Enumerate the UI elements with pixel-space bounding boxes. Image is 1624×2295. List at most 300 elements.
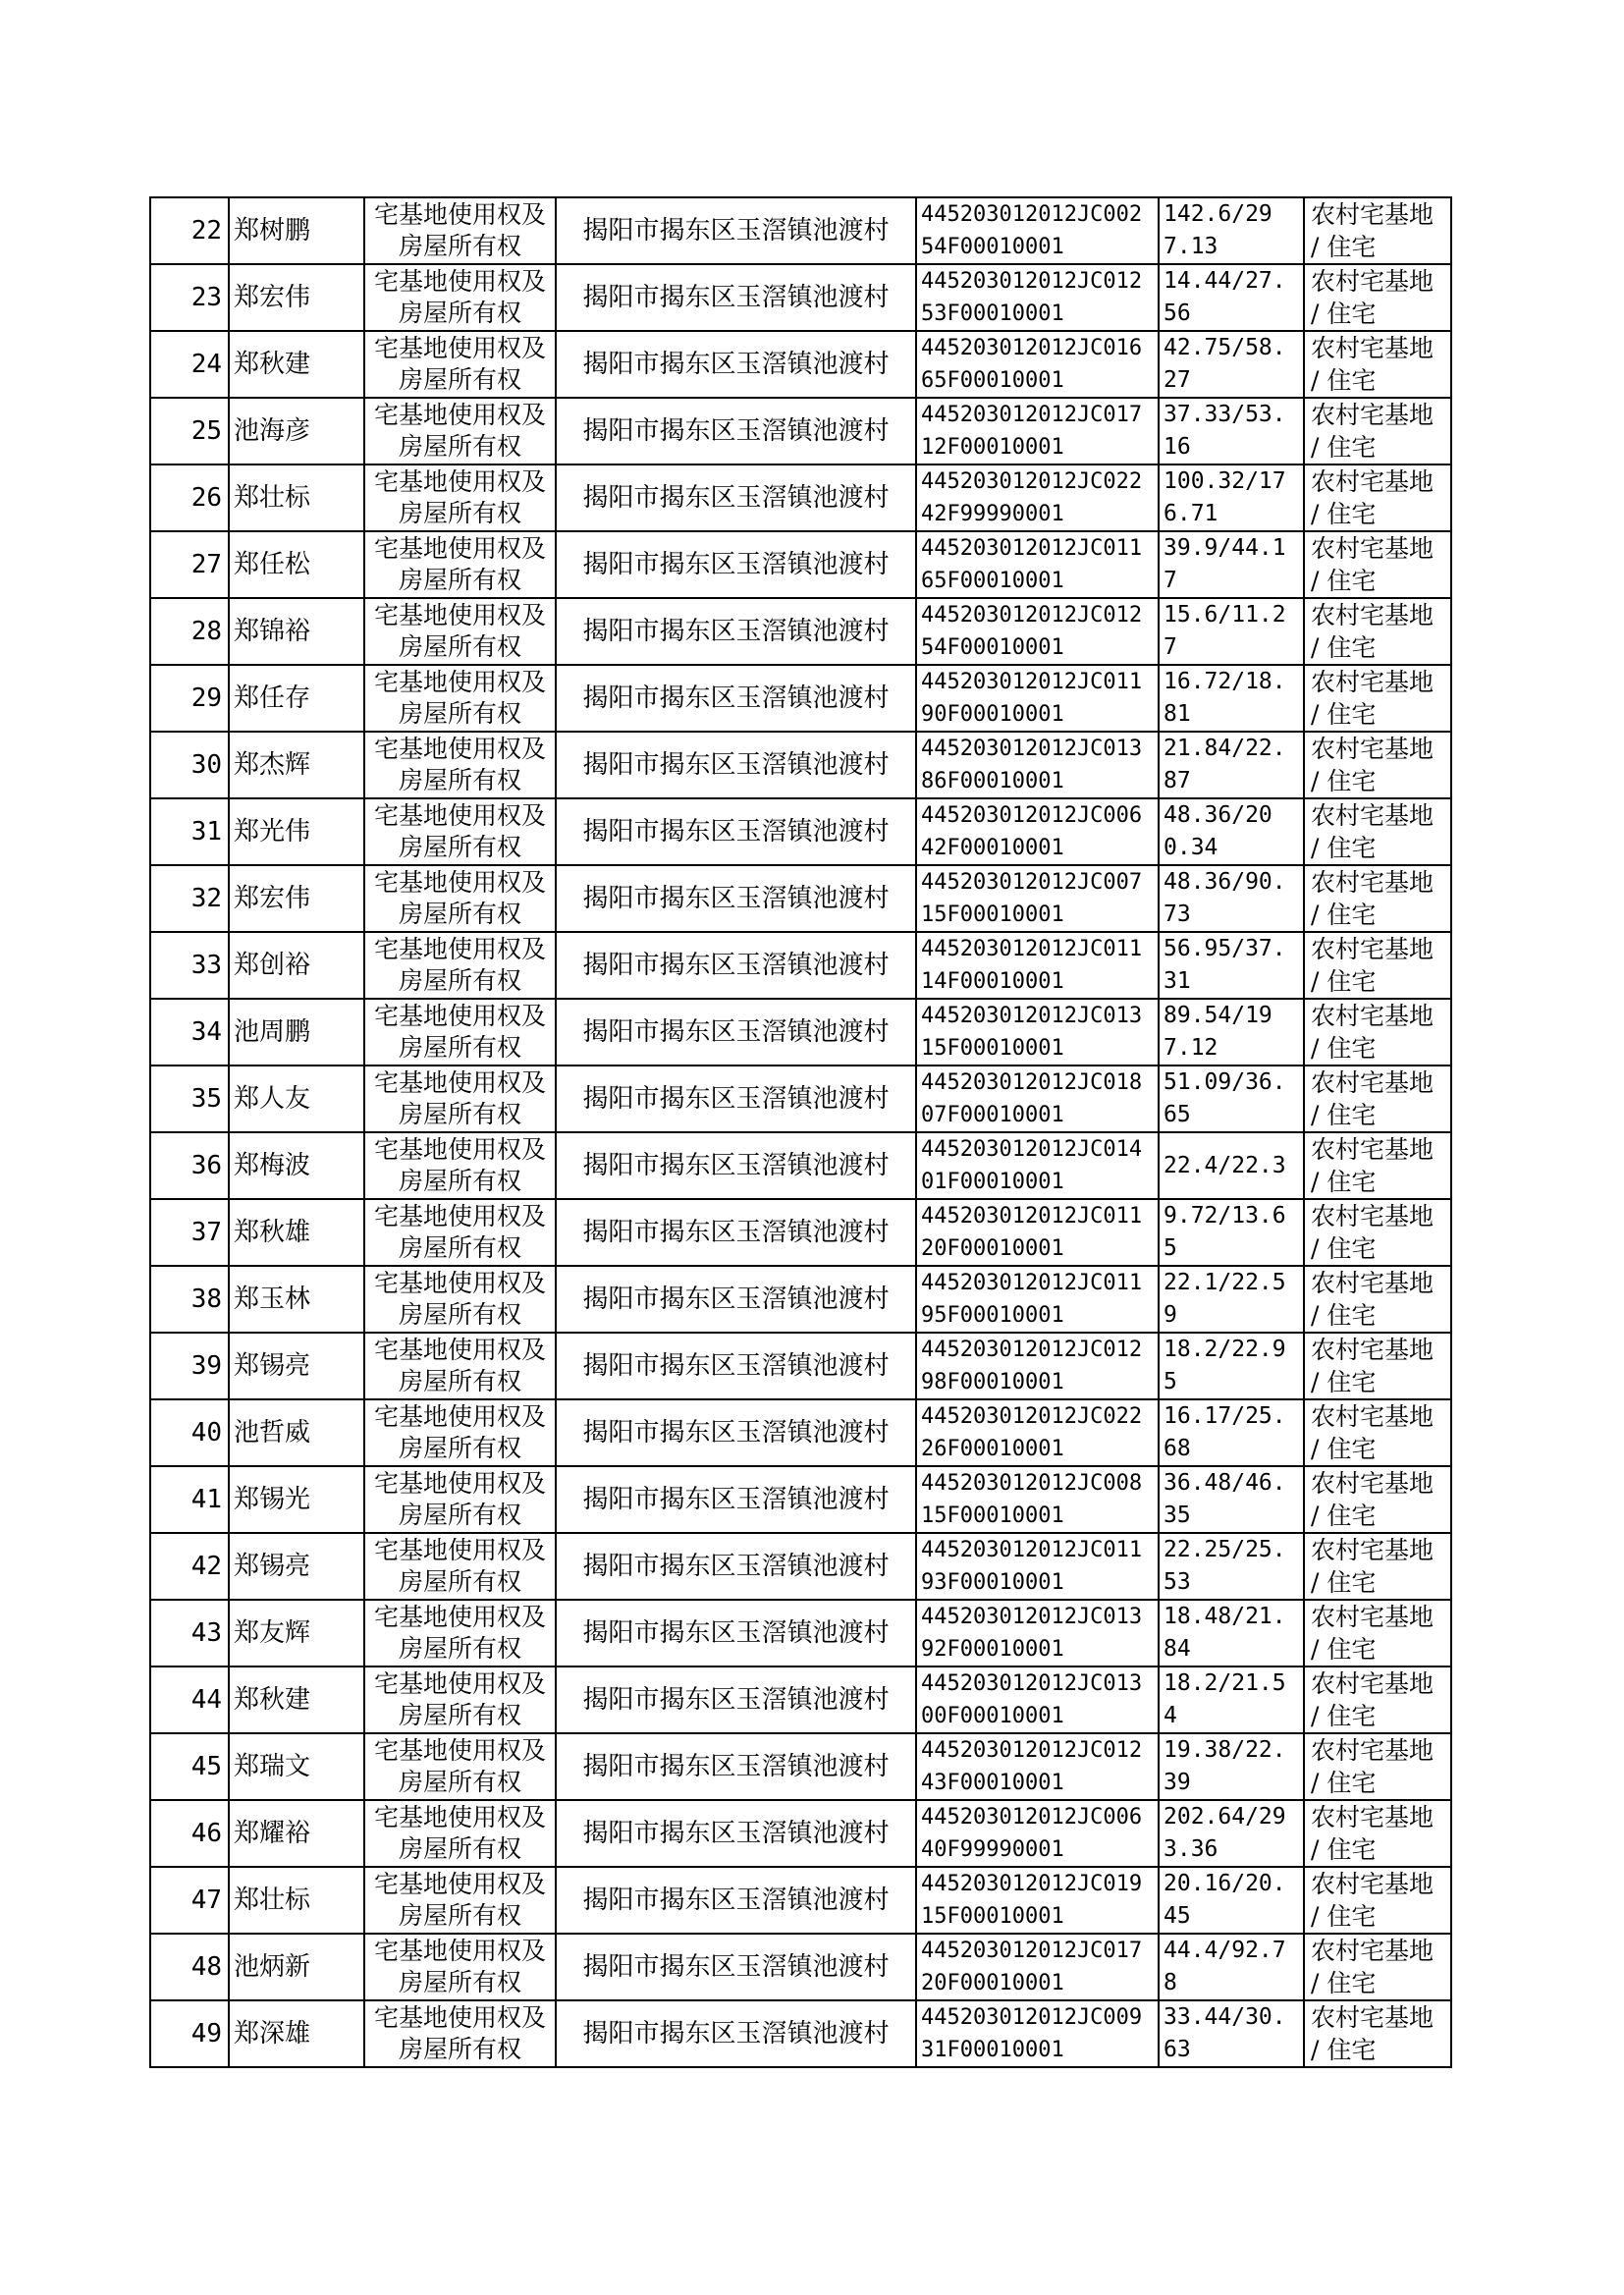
- right-type: 宅基地使用权及房屋所有权: [373, 334, 546, 394]
- area-value-cell: [1159, 932, 1304, 999]
- row-number-cell: [150, 1800, 229, 1867]
- land-use: 农村宅基地 / 住宅: [1311, 1803, 1435, 1864]
- unit-code-cell: [916, 665, 1159, 732]
- location-cell: [556, 932, 916, 999]
- right-type: 宅基地使用权及房屋所有权: [373, 2003, 546, 2063]
- right-type-cell: [364, 464, 556, 531]
- table-row: [150, 264, 1451, 331]
- unit-code-cell: [916, 2000, 1159, 2067]
- table-row: [150, 1199, 1451, 1266]
- location: 揭阳市揭东区玉滘镇池渡村: [582, 1284, 890, 1314]
- right-type-cell: [364, 1266, 556, 1333]
- location-cell: [556, 1399, 916, 1466]
- row-number-cell: [150, 1333, 229, 1399]
- location-cell: [556, 2000, 916, 2067]
- area-value-cell: [1159, 2000, 1304, 2067]
- owner-name-cell: [229, 1333, 364, 1399]
- unit-code: 445203012012JC01386F00010001: [921, 737, 1143, 793]
- unit-code-cell: [916, 999, 1159, 1066]
- row-number: 38: [190, 1284, 222, 1314]
- row-number-cell: [150, 999, 229, 1066]
- owner-name-cell: [229, 1667, 364, 1733]
- row-number: 32: [190, 883, 222, 913]
- owner-name: 池周鹏: [234, 1016, 311, 1047]
- area-value: 15.6/11.27: [1164, 602, 1286, 660]
- area-value-cell: [1159, 1600, 1304, 1667]
- right-type: 宅基地使用权及房屋所有权: [373, 1736, 546, 1796]
- row-number: 31: [190, 816, 222, 847]
- unit-code-cell: [916, 464, 1159, 531]
- row-number: 25: [190, 415, 222, 446]
- right-type-cell: [364, 2000, 556, 2067]
- row-number: 23: [190, 282, 222, 312]
- land-use: 农村宅基地 / 住宅: [1311, 467, 1435, 528]
- row-number: 30: [190, 749, 222, 780]
- unit-code: 445203012012JC02242F99990001: [921, 469, 1143, 526]
- row-number-cell: [150, 1667, 229, 1733]
- unit-code: 445203012012JC01401F00010001: [921, 1137, 1143, 1194]
- land-use: 农村宅基地 / 住宅: [1311, 735, 1435, 795]
- table-row: [150, 798, 1451, 865]
- owner-name-cell: [229, 598, 364, 665]
- area-value-cell: [1159, 1867, 1304, 1934]
- unit-code-cell: [916, 1667, 1159, 1733]
- area-value-cell: [1159, 1800, 1304, 1867]
- unit-code: 445203012012JC01254F00010001: [921, 603, 1143, 660]
- row-number-cell: [150, 865, 229, 932]
- table-row: [150, 598, 1451, 665]
- row-number: 24: [190, 349, 222, 379]
- table-row: [150, 1333, 1451, 1399]
- owner-name: 郑锦裕: [234, 616, 311, 646]
- location: 揭阳市揭东区玉滘镇池渡村: [582, 1016, 890, 1047]
- unit-code-cell: [916, 1266, 1159, 1333]
- area-value-cell: [1159, 865, 1304, 932]
- unit-code-cell: [916, 531, 1159, 598]
- unit-code-cell: [916, 598, 1159, 665]
- right-type: 宅基地使用权及房屋所有权: [373, 801, 546, 861]
- area-value-cell: [1159, 732, 1304, 798]
- unit-code: 445203012012JC00815F00010001: [921, 1471, 1143, 1528]
- row-number: 48: [190, 1951, 222, 1982]
- table-row: [150, 2000, 1451, 2067]
- row-number: 34: [190, 1016, 222, 1047]
- table-row: [150, 1733, 1451, 1800]
- land-use: 农村宅基地 / 住宅: [1311, 935, 1435, 996]
- location-cell: [556, 264, 916, 331]
- unit-code: 445203012012JC00931F00010001: [921, 2005, 1143, 2062]
- owner-name: 郑树鹏: [234, 215, 311, 246]
- owner-name-cell: [229, 1466, 364, 1533]
- location: 揭阳市揭东区玉滘镇池渡村: [582, 349, 890, 379]
- owner-name: 郑友辉: [234, 1617, 311, 1648]
- row-number-cell: [150, 331, 229, 398]
- row-number: 35: [190, 1083, 222, 1114]
- area-value: 22.25/25.53: [1164, 1537, 1286, 1595]
- area-value-cell: [1159, 1399, 1304, 1466]
- land-use: 农村宅基地 / 住宅: [1311, 2003, 1435, 2064]
- land-use: 农村宅基地 / 住宅: [1311, 1669, 1435, 1730]
- land-use-cell: [1304, 798, 1451, 865]
- area-value: 18.48/21.84: [1164, 1604, 1286, 1662]
- location: 揭阳市揭东区玉滘镇池渡村: [582, 2018, 890, 2049]
- location-cell: [556, 1132, 916, 1199]
- owner-name-cell: [229, 1533, 364, 1600]
- location: 揭阳市揭东区玉滘镇池渡村: [582, 816, 890, 847]
- land-use-cell: [1304, 932, 1451, 999]
- row-number: 39: [190, 1350, 222, 1381]
- unit-code: 445203012012JC01915F00010001: [921, 1872, 1143, 1929]
- land-use-cell: [1304, 1066, 1451, 1132]
- right-type: 宅基地使用权及房屋所有权: [373, 1870, 546, 1930]
- unit-code: 445203012012JC01300F00010001: [921, 1671, 1143, 1728]
- row-number-cell: [150, 665, 229, 732]
- land-use: 农村宅基地 / 住宅: [1311, 1336, 1435, 1396]
- owner-name: 郑秋雄: [234, 1217, 311, 1247]
- right-type-cell: [364, 1132, 556, 1199]
- area-value: 9.72/13.65: [1164, 1203, 1286, 1261]
- right-type-cell: [364, 1333, 556, 1399]
- unit-code-cell: [916, 798, 1159, 865]
- land-use-cell: [1304, 1199, 1451, 1266]
- unit-code: 445203012012JC01720F00010001: [921, 1939, 1143, 1995]
- land-use: 农村宅基地 / 住宅: [1311, 1402, 1435, 1463]
- row-number-cell: [150, 598, 229, 665]
- unit-code-cell: [916, 1733, 1159, 1800]
- unit-code: 445203012012JC01114F00010001: [921, 937, 1143, 994]
- location-cell: [556, 1199, 916, 1266]
- right-type: 宅基地使用权及房屋所有权: [373, 1202, 546, 1262]
- row-number-cell: [150, 531, 229, 598]
- owner-name: 郑人友: [234, 1083, 311, 1114]
- land-use-cell: [1304, 732, 1451, 798]
- owner-name: 池海彦: [234, 415, 311, 446]
- table-row: [150, 865, 1451, 932]
- table-row: [150, 1667, 1451, 1733]
- unit-code-cell: [916, 1466, 1159, 1533]
- unit-code: 445203012012JC01165F00010001: [921, 536, 1143, 593]
- land-use: 农村宅基地 / 住宅: [1311, 1269, 1435, 1330]
- row-number-cell: [150, 932, 229, 999]
- location: 揭阳市揭东区玉滘镇池渡村: [582, 616, 890, 646]
- location: 揭阳市揭东区玉滘镇池渡村: [582, 1684, 890, 1715]
- row-number-cell: [150, 1533, 229, 1600]
- location: 揭阳市揭东区玉滘镇池渡村: [582, 1885, 890, 1915]
- land-use: 农村宅基地 / 住宅: [1311, 801, 1435, 862]
- location: 揭阳市揭东区玉滘镇池渡村: [582, 749, 890, 780]
- owner-name-cell: [229, 1132, 364, 1199]
- area-value: 14.44/27.56: [1164, 268, 1286, 326]
- location-cell: [556, 732, 916, 798]
- table-row: [150, 1934, 1451, 2000]
- unit-code: 445203012012JC01195F00010001: [921, 1271, 1143, 1328]
- right-type-cell: [364, 1867, 556, 1934]
- owner-name-cell: [229, 798, 364, 865]
- land-use: 农村宅基地 / 住宅: [1311, 1736, 1435, 1797]
- location: 揭阳市揭东区玉滘镇池渡村: [582, 1350, 890, 1381]
- row-number-cell: [150, 798, 229, 865]
- row-number: 46: [190, 1818, 222, 1848]
- row-number: 33: [190, 950, 222, 980]
- unit-code: 445203012012JC01665F00010001: [921, 336, 1143, 393]
- unit-code-cell: [916, 1800, 1159, 1867]
- right-type: 宅基地使用权及房屋所有权: [373, 1402, 546, 1462]
- table-row: [150, 999, 1451, 1066]
- land-use: 农村宅基地 / 住宅: [1311, 267, 1435, 328]
- area-value-cell: [1159, 1066, 1304, 1132]
- right-type: 宅基地使用权及房屋所有权: [373, 534, 546, 594]
- location: 揭阳市揭东区玉滘镇池渡村: [582, 1484, 890, 1514]
- unit-code: 445203012012JC00254F00010001: [921, 202, 1143, 259]
- location-cell: [556, 665, 916, 732]
- area-value-cell: [1159, 1333, 1304, 1399]
- area-value: 44.4/92.78: [1164, 1938, 1286, 1995]
- right-type: 宅基地使用权及房屋所有权: [373, 735, 546, 794]
- owner-name: 郑杰辉: [234, 749, 311, 780]
- location: 揭阳市揭东区玉滘镇池渡村: [582, 950, 890, 980]
- right-type: 宅基地使用权及房屋所有权: [373, 401, 546, 461]
- unit-code-cell: [916, 197, 1159, 264]
- row-number-cell: [150, 1399, 229, 1466]
- unit-code: 445203012012JC01190F00010001: [921, 670, 1143, 727]
- row-number-cell: [150, 1266, 229, 1333]
- unit-code: 445203012012JC01315F00010001: [921, 1004, 1143, 1061]
- area-value-cell: [1159, 331, 1304, 398]
- row-number-cell: [150, 264, 229, 331]
- table-row: [150, 531, 1451, 598]
- row-number: 36: [190, 1150, 222, 1180]
- right-type: 宅基地使用权及房屋所有权: [373, 668, 546, 728]
- land-use-cell: [1304, 1132, 1451, 1199]
- unit-code: 445203012012JC01807F00010001: [921, 1070, 1143, 1127]
- location-cell: [556, 1867, 916, 1934]
- right-type: 宅基地使用权及房屋所有权: [373, 200, 546, 260]
- row-number-cell: [150, 1132, 229, 1199]
- right-type: 宅基地使用权及房屋所有权: [373, 1536, 546, 1596]
- owner-name-cell: [229, 665, 364, 732]
- row-number-cell: [150, 1466, 229, 1533]
- location: 揭阳市揭东区玉滘镇池渡村: [582, 282, 890, 312]
- owner-name-cell: [229, 2000, 364, 2067]
- land-use-cell: [1304, 598, 1451, 665]
- row-number: 22: [190, 215, 222, 246]
- area-value: 22.4/22.3: [1164, 1152, 1286, 1178]
- owner-name: 郑光伟: [234, 816, 311, 847]
- area-value-cell: [1159, 1199, 1304, 1266]
- land-use-cell: [1304, 665, 1451, 732]
- right-type: 宅基地使用权及房屋所有权: [373, 467, 546, 527]
- location: 揭阳市揭东区玉滘镇池渡村: [582, 1217, 890, 1247]
- unit-code-cell: [916, 932, 1159, 999]
- owner-name-cell: [229, 1399, 364, 1466]
- unit-code: 445203012012JC01392F00010001: [921, 1605, 1143, 1662]
- location-cell: [556, 598, 916, 665]
- row-number-cell: [150, 1934, 229, 2000]
- right-type-cell: [364, 1066, 556, 1132]
- right-type-cell: [364, 999, 556, 1066]
- unit-code-cell: [916, 264, 1159, 331]
- registration-table-sheet: [149, 196, 1450, 2068]
- right-type-cell: [364, 398, 556, 464]
- unit-code-cell: [916, 1533, 1159, 1600]
- land-use-cell: [1304, 1667, 1451, 1733]
- row-number-cell: [150, 464, 229, 531]
- land-use-cell: [1304, 464, 1451, 531]
- owner-name: 郑壮标: [234, 482, 311, 513]
- area-value-cell: [1159, 398, 1304, 464]
- location: 揭阳市揭东区玉滘镇池渡村: [582, 1150, 890, 1180]
- row-number-cell: [150, 1600, 229, 1667]
- owner-name: 郑锡亮: [234, 1551, 311, 1581]
- owner-name-cell: [229, 264, 364, 331]
- right-type-cell: [364, 865, 556, 932]
- land-use: 农村宅基地 / 住宅: [1311, 1135, 1435, 1196]
- location-cell: [556, 531, 916, 598]
- area-value: 19.38/22.39: [1164, 1737, 1286, 1795]
- location-cell: [556, 1800, 916, 1867]
- row-number-cell: [150, 1733, 229, 1800]
- location: 揭阳市揭东区玉滘镇池渡村: [582, 415, 890, 446]
- area-value-cell: [1159, 1466, 1304, 1533]
- location-cell: [556, 1333, 916, 1399]
- area-value-cell: [1159, 999, 1304, 1066]
- row-number-cell: [150, 732, 229, 798]
- location: 揭阳市揭东区玉滘镇池渡村: [582, 215, 890, 246]
- owner-name: 郑瑞文: [234, 1751, 311, 1781]
- land-use: 农村宅基地 / 住宅: [1311, 1002, 1435, 1063]
- land-use: 农村宅基地 / 住宅: [1311, 1870, 1435, 1931]
- right-type: 宅基地使用权及房屋所有权: [373, 868, 546, 928]
- area-value: 16.72/18.81: [1164, 669, 1286, 727]
- location: 揭阳市揭东区玉滘镇池渡村: [582, 1417, 890, 1448]
- right-type-cell: [364, 1800, 556, 1867]
- table-row: [150, 464, 1451, 531]
- location: 揭阳市揭东区玉滘镇池渡村: [582, 1951, 890, 1982]
- owner-name: 郑宏伟: [234, 282, 311, 312]
- row-number: 27: [190, 549, 222, 579]
- land-use: 农村宅基地 / 住宅: [1311, 1068, 1435, 1129]
- area-value: 48.36/90.73: [1164, 869, 1286, 927]
- row-number-cell: [150, 398, 229, 464]
- location-cell: [556, 398, 916, 464]
- owner-name-cell: [229, 1733, 364, 1800]
- location-cell: [556, 197, 916, 264]
- location-cell: [556, 999, 916, 1066]
- right-type-cell: [364, 1199, 556, 1266]
- table-row: [150, 1132, 1451, 1199]
- owner-name: 郑耀裕: [234, 1818, 311, 1848]
- right-type: 宅基地使用权及房屋所有权: [373, 267, 546, 327]
- area-value: 36.48/46.35: [1164, 1470, 1286, 1528]
- area-value: 18.2/21.54: [1164, 1670, 1286, 1728]
- land-use-cell: [1304, 865, 1451, 932]
- row-number: 43: [190, 1617, 222, 1648]
- area-value: 202.64/293.36: [1164, 1804, 1286, 1862]
- owner-name-cell: [229, 1266, 364, 1333]
- area-value-cell: [1159, 598, 1304, 665]
- row-number: 49: [190, 2018, 222, 2049]
- area-value: 48.36/200.34: [1164, 802, 1272, 860]
- unit-code: 445203012012JC02226F00010001: [921, 1404, 1143, 1461]
- unit-code: 445203012012JC00715F00010001: [921, 870, 1143, 927]
- right-type-cell: [364, 1466, 556, 1533]
- area-value: 20.16/20.45: [1164, 1871, 1286, 1929]
- land-use: 农村宅基地 / 住宅: [1311, 868, 1435, 929]
- area-value-cell: [1159, 264, 1304, 331]
- land-use: 农村宅基地 / 住宅: [1311, 668, 1435, 729]
- right-type-cell: [364, 665, 556, 732]
- location: 揭阳市揭东区玉滘镇池渡村: [582, 1551, 890, 1581]
- table-row: [150, 1533, 1451, 1600]
- unit-code-cell: [916, 1199, 1159, 1266]
- land-use-cell: [1304, 331, 1451, 398]
- area-value-cell: [1159, 665, 1304, 732]
- area-value: 21.84/22.87: [1164, 736, 1286, 793]
- land-use-cell: [1304, 1399, 1451, 1466]
- land-use-cell: [1304, 1733, 1451, 1800]
- land-use-cell: [1304, 398, 1451, 464]
- owner-name-cell: [229, 1066, 364, 1132]
- land-use-cell: [1304, 1800, 1451, 1867]
- area-value: 37.33/53.16: [1164, 402, 1286, 460]
- location-cell: [556, 464, 916, 531]
- row-number: 40: [190, 1417, 222, 1448]
- owner-name-cell: [229, 1934, 364, 2000]
- land-use-cell: [1304, 1266, 1451, 1333]
- area-value: 100.32/176.71: [1164, 468, 1286, 526]
- unit-code-cell: [916, 331, 1159, 398]
- owner-name: 池哲威: [234, 1417, 311, 1448]
- owner-name-cell: [229, 1600, 364, 1667]
- location: 揭阳市揭东区玉滘镇池渡村: [582, 883, 890, 913]
- location-cell: [556, 1533, 916, 1600]
- area-value: 16.17/25.68: [1164, 1403, 1286, 1461]
- land-use-cell: [1304, 2000, 1451, 2067]
- table-row: [150, 1800, 1451, 1867]
- location-cell: [556, 1733, 916, 1800]
- unit-code-cell: [916, 1600, 1159, 1667]
- owner-name-cell: [229, 331, 364, 398]
- unit-code-cell: [916, 1132, 1159, 1199]
- unit-code-cell: [916, 1333, 1159, 1399]
- area-value-cell: [1159, 197, 1304, 264]
- owner-name: 池炳新: [234, 1951, 311, 1982]
- table-row: [150, 665, 1451, 732]
- unit-code: 445203012012JC01193F00010001: [921, 1538, 1143, 1595]
- table-row: [150, 1466, 1451, 1533]
- row-number: 37: [190, 1217, 222, 1247]
- land-use-cell: [1304, 531, 1451, 598]
- right-type-cell: [364, 1934, 556, 2000]
- row-number: 41: [190, 1484, 222, 1514]
- owner-name: 郑任松: [234, 549, 311, 579]
- right-type-cell: [364, 932, 556, 999]
- owner-name-cell: [229, 932, 364, 999]
- owner-name: 郑梅波: [234, 1150, 311, 1180]
- right-type-cell: [364, 331, 556, 398]
- owner-name: 郑宏伟: [234, 883, 311, 913]
- area-value: 22.1/22.59: [1164, 1270, 1286, 1328]
- table-row: [150, 932, 1451, 999]
- location: 揭阳市揭东区玉滘镇池渡村: [582, 683, 890, 713]
- row-number: 45: [190, 1751, 222, 1781]
- row-number: 44: [190, 1684, 222, 1715]
- unit-code-cell: [916, 1934, 1159, 2000]
- table-row: [150, 398, 1451, 464]
- land-use: 农村宅基地 / 住宅: [1311, 1469, 1435, 1530]
- area-value: 142.6/297.13: [1164, 201, 1272, 259]
- owner-name-cell: [229, 197, 364, 264]
